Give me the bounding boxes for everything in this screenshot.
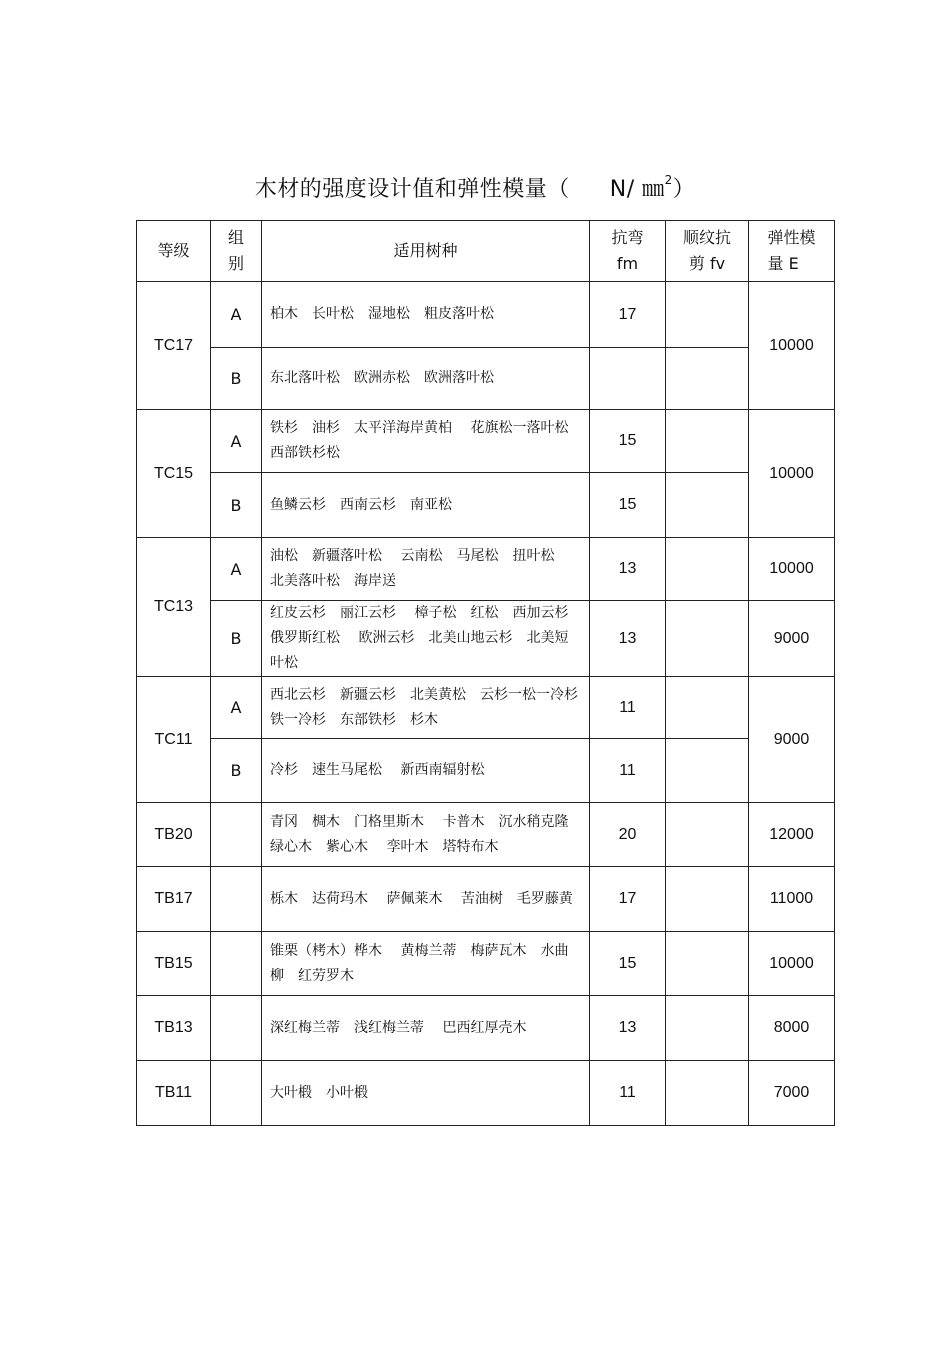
group-cell: [211, 932, 262, 996]
species-cell: 大叶椴 小叶椴: [262, 1061, 590, 1126]
grade-cell: TC17: [137, 282, 211, 410]
header-shear-line1: 顺纹抗: [682, 228, 731, 247]
document-title: [0, 172, 950, 203]
species-cell: 铁杉 油杉 太平洋海岸黄柏 花旗松一落叶松 西部铁杉松: [262, 410, 590, 473]
grade-cell: TC15: [137, 410, 211, 538]
modulus-cell: 8000: [749, 996, 835, 1061]
species-cell: 深红梅兰蒂 浅红梅兰蒂 巴西红厚壳木: [262, 996, 590, 1061]
modulus-cell: 10000: [749, 538, 835, 601]
shear-cell: [666, 677, 749, 739]
shear-cell: [666, 867, 749, 932]
title-unit-superscript: 2: [664, 173, 673, 187]
group-cell: B: [211, 739, 262, 803]
shear-cell: [666, 803, 749, 867]
modulus-cell: 10000: [749, 410, 835, 538]
species-cell: 东北落叶松 欧洲赤松 欧洲落叶松: [262, 348, 590, 410]
header-shear-line2: 剪 fv: [688, 254, 726, 273]
table-row: [137, 538, 835, 601]
grade-cell: TB15: [137, 932, 211, 996]
group-cell: B: [211, 348, 262, 410]
title-text: 木材的强度设计值和弹性模量（: [254, 177, 570, 202]
modulus-cell: 9000: [749, 677, 835, 803]
group-cell: [211, 867, 262, 932]
bending-cell: 17: [590, 282, 666, 348]
shear-cell: [666, 348, 749, 410]
shear-cell: [666, 282, 749, 348]
table-row: [137, 473, 835, 538]
shear-cell: [666, 410, 749, 473]
bending-cell: [590, 348, 666, 410]
header-modulus-line1: 弹性模: [767, 228, 816, 247]
group-cell: A: [211, 538, 262, 601]
modulus-cell: 7000: [749, 1061, 835, 1126]
shear-cell: [666, 473, 749, 538]
grade-cell: TB17: [137, 867, 211, 932]
modulus-cell: 10000: [749, 282, 835, 410]
bending-cell: 11: [590, 1061, 666, 1126]
grade-cell: TB13: [137, 996, 211, 1061]
modulus-cell: 10000: [749, 932, 835, 996]
header-modulus: [749, 221, 835, 282]
species-cell: 柏木 长叶松 湿地松 粗皮落叶松: [262, 282, 590, 348]
shear-cell: [666, 1061, 749, 1126]
bending-cell: 17: [590, 867, 666, 932]
table-row: [137, 348, 835, 410]
species-cell: 青冈 椆木 门格里斯木 卡普木 沉水稍克隆 绿心木 紫心木 孪叶木 塔特布木: [262, 803, 590, 867]
bending-cell: 13: [590, 601, 666, 677]
header-row: [137, 221, 835, 282]
group-cell: [211, 803, 262, 867]
species-cell: 鱼鳞云杉 西南云杉 南亚松: [262, 473, 590, 538]
table-row: [137, 601, 835, 677]
title-close-paren: ）: [672, 177, 696, 202]
table-row: [137, 282, 835, 348]
group-cell: [211, 996, 262, 1061]
header-group-line2: 别: [227, 254, 244, 273]
modulus-cell: 12000: [749, 803, 835, 867]
bending-cell: 11: [590, 677, 666, 739]
bending-cell: 11: [590, 739, 666, 803]
group-cell: B: [211, 601, 262, 677]
header-group: [211, 221, 262, 282]
shear-cell: [666, 932, 749, 996]
species-cell: 锥栗（栲木）桦木 黄梅兰蒂 梅萨瓦木 水曲柳 红劳罗木: [262, 932, 590, 996]
header-bending-line2: fm: [616, 254, 639, 273]
species-cell: 油松 新疆落叶松 云南松 马尾松 扭叶松 北美落叶松 海岸送: [262, 538, 590, 601]
header-species: 适用树种: [262, 221, 590, 282]
shear-cell: [666, 739, 749, 803]
species-cell: 栎木 达荷玛木 萨佩莱木 苦油树 毛罗藤黄: [262, 867, 590, 932]
header-group-line1: 组: [227, 228, 244, 247]
table-row: [137, 803, 835, 867]
bending-cell: 13: [590, 538, 666, 601]
table-row: [137, 867, 835, 932]
shear-cell: [666, 601, 749, 677]
group-cell: [211, 1061, 262, 1126]
group-cell: A: [211, 677, 262, 739]
bending-cell: 15: [590, 932, 666, 996]
shear-cell: [666, 996, 749, 1061]
grade-cell: TB20: [137, 803, 211, 867]
grade-cell: TB11: [137, 1061, 211, 1126]
bending-cell: 15: [590, 410, 666, 473]
table-row: [137, 996, 835, 1061]
header-bending-line1: 抗弯: [611, 228, 644, 247]
group-cell: B: [211, 473, 262, 538]
table-row: [137, 410, 835, 473]
wood-strength-table: [136, 220, 835, 1126]
group-cell: A: [211, 282, 262, 348]
bending-cell: 13: [590, 996, 666, 1061]
bending-cell: 20: [590, 803, 666, 867]
shear-cell: [666, 538, 749, 601]
table-row: [137, 739, 835, 803]
grade-cell: TC13: [137, 538, 211, 677]
title-unit: N/ ㎜: [609, 177, 665, 202]
bending-cell: 15: [590, 473, 666, 538]
species-cell: 西北云杉 新疆云杉 北美黄松 云杉一松一冷杉 铁一冷杉 东部铁杉 杉木: [262, 677, 590, 739]
modulus-cell: 9000: [749, 601, 835, 677]
table-row: [137, 1061, 835, 1126]
header-bending: [590, 221, 666, 282]
table-row: [137, 677, 835, 739]
modulus-cell: 11000: [749, 867, 835, 932]
header-modulus-line2: 量 E: [767, 254, 799, 273]
species-cell: 冷杉 速生马尾松 新西南辐射松: [262, 739, 590, 803]
header-shear: [666, 221, 749, 282]
header-grade: 等级: [137, 221, 211, 282]
species-cell: 红皮云杉 丽江云杉 樟子松 红松 西加云杉 俄罗斯红松 欧洲云杉 北美山地云杉 北美短叶松: [262, 601, 590, 677]
grade-cell: TC11: [137, 677, 211, 803]
group-cell: A: [211, 410, 262, 473]
table-row: [137, 932, 835, 996]
